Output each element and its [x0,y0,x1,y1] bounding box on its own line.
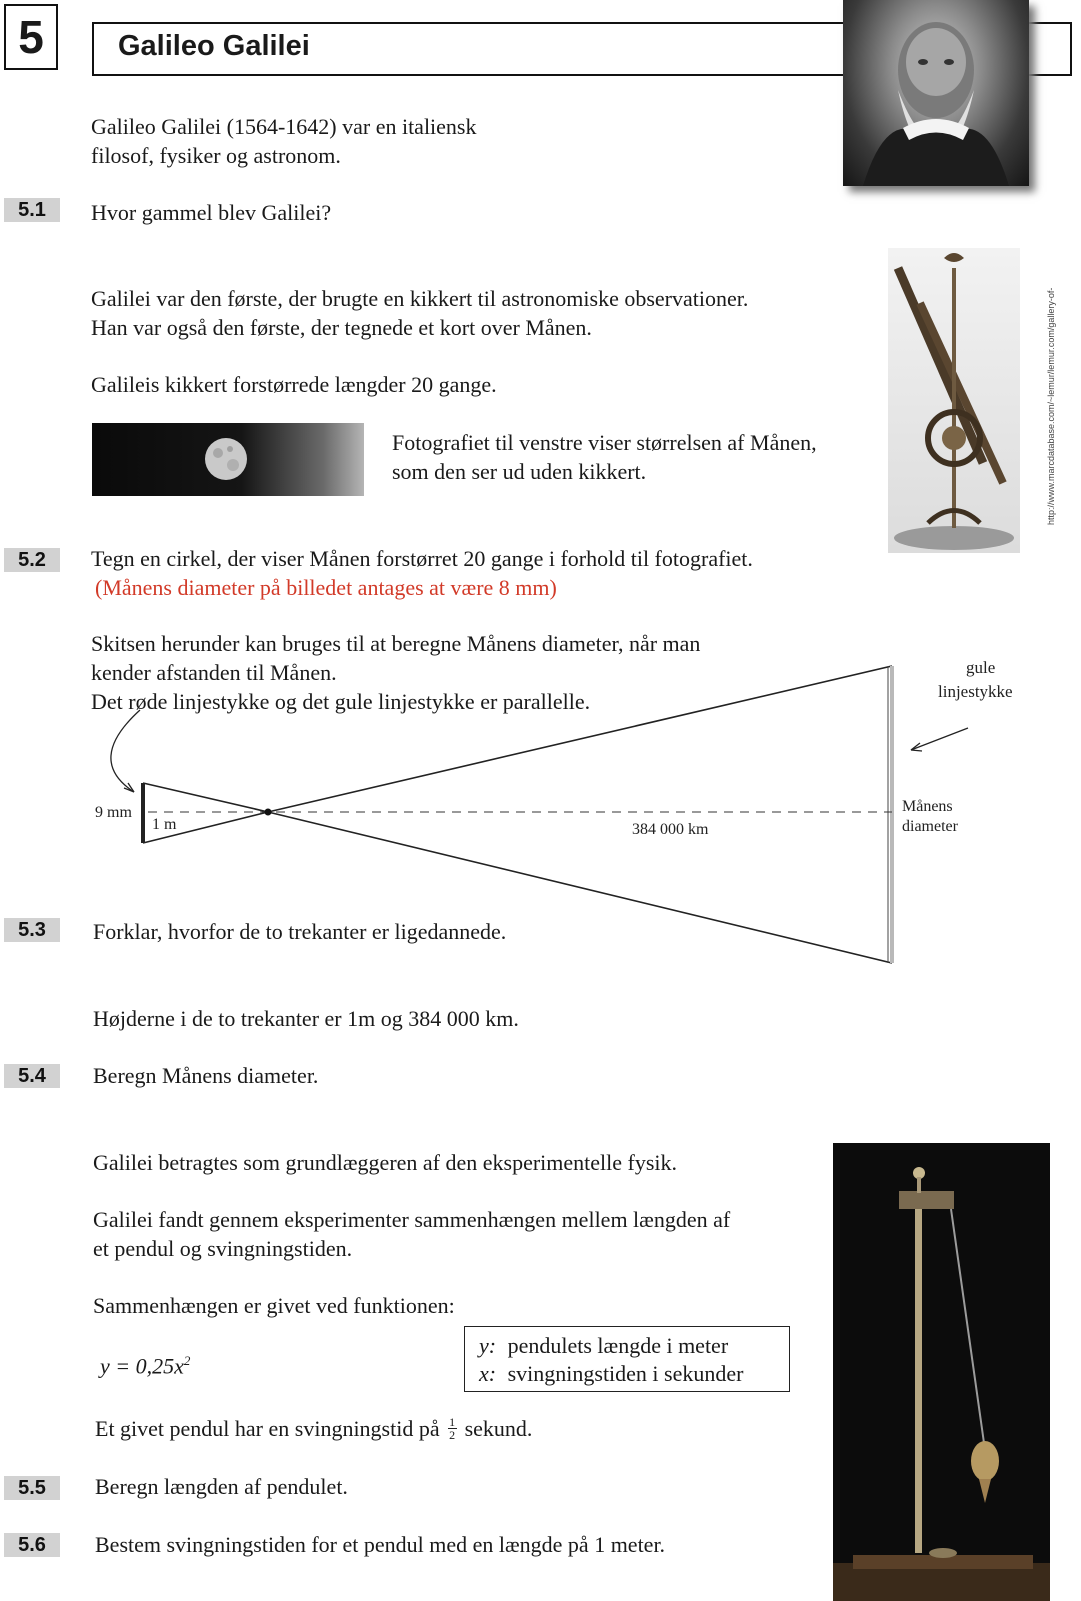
pendulum-paragraph [93,1205,730,1263]
label-diameter: diameter [902,818,958,835]
label-gule: gule [966,658,996,677]
telescope-line-2: Han var også den første, der tegnede et kort over Månen. [91,315,592,340]
fraction-numerator: 1 [449,1415,456,1429]
label-9mm: 9 mm [95,804,132,821]
legend-x-var: x: [479,1361,497,1386]
telescope-paragraph [91,284,748,342]
question-tag-5-6: 5.6 [4,1533,60,1557]
question-tag-5-2: 5.2 [4,548,60,572]
red-segment-arrowhead [124,783,134,792]
page-title: Galileo Galilei [118,30,310,62]
heights-text: Højderne i de to trekanter er 1m og 384 000 km. [93,1006,519,1031]
moon-caption-line-2: som den ser ud uden kikkert. [392,459,647,484]
small-upper-line [143,783,268,812]
upper-ray-line [268,666,892,812]
question-5-5: Beregn længden af pendulet. [95,1474,348,1499]
magnification-text: Galileis kikkert forstørrede længder 20 gange. [91,372,497,397]
given-period-text [95,1414,532,1443]
sketch-line-2: kender afstanden til Månen. [91,660,337,685]
question-tag-5-5: 5.5 [4,1476,60,1500]
pendulum-line-2: Galilei fandt gennem eksperimenter sammenhængen mellem længden af [93,1207,731,1232]
label-distance: 384 000 km [632,821,709,838]
given-text-before: Et givet pendul har en svingningstid på [95,1416,440,1441]
formula-exponent: 2 [183,1353,191,1368]
pendulum-line-3: et pendul og svingningstiden. [93,1236,353,1261]
intro-paragraph [91,112,477,170]
question-tag-5-3: 5.3 [4,918,60,942]
intro-line-1: Galileo Galilei (1564-1642) var en italiensk [91,114,477,139]
question-5-2-note: (Månens diameter på billedet antages at være 8 mm) [95,575,557,600]
moon-photo [92,423,364,496]
label-maanens: Månens [902,798,953,815]
chapter-number: 5 [4,4,58,70]
sketch-line-3: Det røde linjestykke og det gule linjestykke er parallelle. [91,689,591,714]
label-1m: 1 m [152,816,177,833]
telescope-line-1: Galilei var den første, der brugte en kikkert til astronomiske observationer. [91,286,749,311]
red-segment-pointer-arrow [111,710,140,792]
intro-line-2: filosof, fysiker og astronom. [91,143,341,168]
function-intro: Sammenhængen er givet ved funktionen: [93,1293,455,1318]
pendulum-image [833,1143,1050,1601]
galileo-portrait-image [843,0,1029,186]
question-5-2 [91,544,753,602]
pendulum-formula [100,1346,190,1380]
variable-legend-box [464,1326,790,1392]
question-5-6: Bestem svingningstiden for et pendul med en længde på 1 meter. [95,1532,666,1557]
formula-main: y = 0,25x [100,1353,184,1379]
given-text-after: sekund. [464,1416,533,1441]
legend-row-x [479,1359,743,1388]
legend-x-desc: svingningstiden i sekunder [507,1361,744,1386]
telescope-image [888,248,1020,553]
question-tag-5-4: 5.4 [4,1064,60,1088]
legend-y-desc: pendulets længde i meter [507,1333,729,1358]
question-5-3: Forklar, hvorfor de to trekanter er ligedannede. [93,919,507,944]
yellow-segment-pointer-arrow [911,728,968,750]
question-5-4: Beregn Månens diameter. [93,1063,319,1088]
fraction-one-half [448,1416,457,1441]
pendulum-intro: Galilei betragtes som grundlæggeren af den eksperimentelle fysik. [93,1150,678,1175]
label-linjestykke: linjestykke [938,682,1013,701]
question-5-2-text: Tegn en cirkel, der viser Månen forstørret 20 gange i forhold til fotografiet. [91,546,753,571]
moon-caption-line-1: Fotografiet til venstre viser størrelsen af Månen, [392,430,817,455]
vertex-point [265,809,272,816]
legend-y-var: y: [479,1333,497,1358]
question-5-1: Hvor gammel blev Galilei? [91,200,332,225]
sketch-line-1: Skitsen herunder kan bruges til at beregne Månens diameter, når man [91,631,701,656]
question-tag-5-1: 5.1 [4,198,60,222]
moon-caption [392,428,817,486]
fraction-denominator: 2 [449,1428,456,1442]
image-credit-url: http://www.marcdatabase.com/~lemur/lemur.com/gallery-of- [1046,287,1056,525]
legend-row-y [479,1331,728,1360]
